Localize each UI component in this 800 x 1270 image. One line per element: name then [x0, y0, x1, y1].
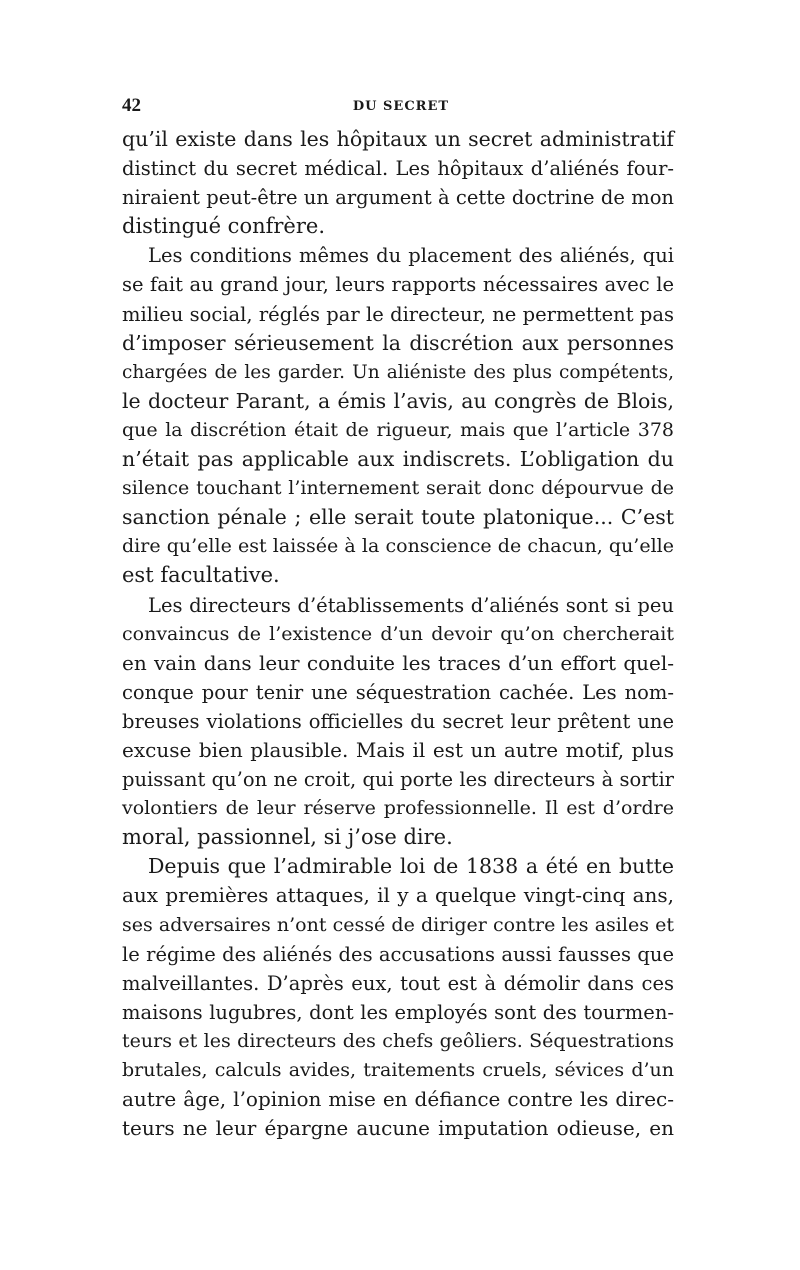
- text-line: milieu social, réglés par le directeur, ne permettent pas: [122, 302, 674, 326]
- text-line: sanction pénale ; elle serait toute platonique... C’est: [122, 505, 674, 530]
- text-line: le régime des aliénés des accusations aussi fausses que: [122, 942, 674, 966]
- running-head: DU SECRET: [352, 99, 450, 114]
- text-line: excuse bien plausible. Mais il est un autre motif, plus: [122, 737, 674, 762]
- text-line: qu’il existe dans les hôpitaux un secret administratif: [122, 127, 674, 151]
- text-line: chargées de les garder. Un aliéniste des plus compétents,: [122, 361, 674, 383]
- text-line: maisons lugubres, dont les employés sont des tourmen-: [122, 1000, 674, 1024]
- text-line: silence touchant l’internement serait donc dépourvue de: [122, 477, 674, 500]
- text-line: autre âge, l’opinion mise en défiance contre les direc-: [122, 1087, 674, 1112]
- text-line: moral, passionnel, si j’ose dire.: [122, 825, 453, 850]
- text-line: brutales, calculs avides, traitements cruels, sévices d’un: [122, 1059, 674, 1081]
- text-line: en vain dans leur conduite les traces d’un effort quel-: [122, 650, 674, 675]
- text-line: convaincus de l’existence d’un devoir qu’on chercherait: [122, 622, 674, 645]
- text-line: puissant qu’on ne croit, qui porte les directeurs à sortir: [122, 768, 674, 792]
- text-line: distinct du secret médical. Les hôpitaux d’aliénés four-: [122, 157, 674, 181]
- text-line: distingué confrère.: [122, 214, 325, 239]
- text-line: breuses violations officielles du secret leur prêtent une: [122, 709, 674, 733]
- text-line: Les directeurs d’établissements d’aliénés sont si peu: [148, 593, 674, 617]
- text-line: ses adversaires n’ont cessé de diriger contre les asiles et: [122, 913, 674, 936]
- text-line: conque pour tenir une séquestration cachée. Les nom-: [122, 680, 674, 704]
- text-line: n’était pas applicable aux indiscrets. L’obligation du: [122, 447, 674, 472]
- text-line: teurs et les directeurs des chefs geôliers. Séquestrations: [122, 1029, 674, 1052]
- text-line: Les conditions mêmes du placement des aliénés, qui: [148, 244, 674, 268]
- text-line: Depuis que l’admirable loi de 1838 a été en butte: [148, 854, 674, 879]
- text-line: aux premières attaques, il y a quelque vingt-cinq ans,: [122, 883, 674, 908]
- text-line: d’imposer sérieusement la discrétion aux personnes: [122, 330, 674, 355]
- text-line: que la discrétion était de rigueur, mais que l’article 378: [122, 418, 674, 441]
- page-number: 42: [122, 95, 141, 116]
- text-line: malveillantes. D’après eux, tout est à démolir dans ces: [122, 971, 674, 995]
- text-line: dire qu’elle est laissée à la conscience de chacun, qu’elle: [122, 535, 674, 558]
- text-line: niraient peut-être un argument à cette doctrine de mon: [122, 186, 674, 210]
- page-header: [122, 95, 680, 117]
- body-text: [122, 125, 674, 1143]
- text-line: se fait au grand jour, leurs rapports nécessaires avec le: [122, 273, 674, 297]
- text-line: le docteur Parant, a émis l’avis, au congrès de Blois,: [122, 388, 674, 413]
- text-line: volontiers de leur réserve professionnelle. Il est d’ordre: [122, 797, 674, 820]
- text-line: est facultative.: [122, 563, 280, 588]
- text-line: teurs ne leur épargne aucune imputation odieuse, en: [122, 1116, 674, 1141]
